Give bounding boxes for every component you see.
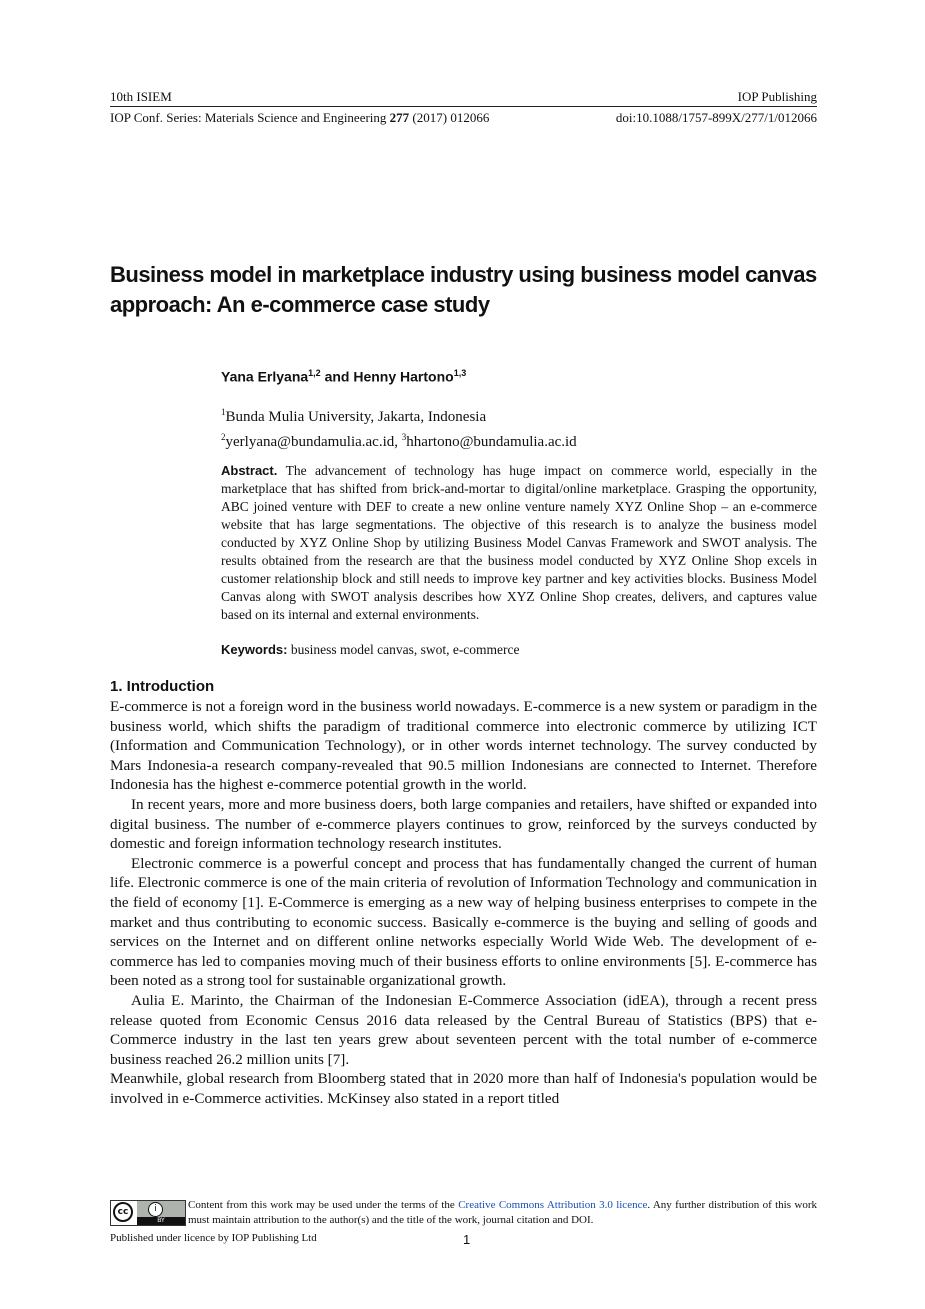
series-suffix: (2017) 012066 [409, 110, 490, 125]
abstract-label: Abstract. [221, 463, 278, 478]
published-under: Published under licence by IOP Publishing Ltd [110, 1232, 317, 1244]
affiliation-line [221, 402, 577, 427]
keywords [221, 641, 817, 659]
series-prefix: IOP Conf. Series: Materials Science and Engineering [110, 110, 390, 125]
paper-title: Business model in marketplace industry using business model canvas approach: An e-commerce case study [110, 262, 817, 317]
institution: Bunda Mulia University, Jakarta, Indonesia [225, 409, 487, 425]
affiliation-block [221, 402, 577, 452]
paragraph: E-commerce is not a foreign word in the business world nowadays. E-commerce is a new system or paradigm in the business world, which shifts the paradigm of traditional commerce into electronic commerce by utilizing ICT (Information and Communication Technology), or in other words internet technology. The survey conducted by Mars Indonesia-a research company-revealed that 90.5 million Indonesians are connected to Internet. Therefore Indonesia has the highest e-commerce potential growth in the world. [110, 698, 817, 794]
conference-name: 10th ISIEM [110, 89, 172, 104]
author-joiner: and [320, 368, 354, 385]
abstract [221, 462, 817, 624]
publisher-name: IOP Publishing [737, 89, 817, 104]
email-2[interactable]: hhartono@bundamulia.ac.id [406, 434, 577, 450]
running-header [110, 88, 817, 105]
keywords-label: Keywords: [221, 642, 288, 657]
paragraph: Electronic commerce is a powerful concept and process that has fundamentally changed the current of human life. Electronic commerce is one of the main criteria of revolution of Information Technology and communication in the field of economy [1]. E-Commerce is emerging as a new way of helping business enterprises to compete in the market and thus contributing to economic success. Basically e-commerce is the buying and selling of goods and services on the Internet and on different online networks especially World Wide Web. The development of e-commerce has led to companies moving much of their business efforts to online environments [5]. E-commerce has been noted as a strong tool for sustainable organizational growth. [110, 854, 817, 990]
header-rule [110, 106, 817, 107]
series-line [110, 109, 817, 126]
author-2: Henny Hartono [353, 368, 454, 385]
series-volume: 277 [389, 110, 410, 125]
license-post: . Any further distribution of this work must maintain attribution to the author(s) and the title of the work, journal citation and DOI. [188, 1199, 817, 1226]
author-1-affil: 1,2 [308, 368, 321, 378]
author-2-affil: 1,3 [453, 368, 467, 378]
email-line [221, 427, 577, 452]
author-line [221, 364, 466, 386]
cc-icon: cc [113, 1202, 133, 1222]
keywords-text: business model canvas, swot, e-commerce [287, 642, 520, 657]
email-1[interactable]: yerlyana@bundamulia.ac.id, [225, 434, 402, 450]
page-number: 1 [463, 1232, 471, 1247]
paragraph: In recent years, more and more business doers, both large companies and retailers, have shifted or expanded into digital business. The number of e-commerce players continues to grow, reinforced by the surveys conducted by domestic and foreign information technology research institutes. [110, 795, 817, 853]
license-text [188, 1198, 817, 1228]
paragraph: Aulia E. Marinto, the Chairman of the Indonesian E-Commerce Association (idEA), through a recent press release quoted from Economic Census 2016 data released by the Central Bureau of Statistics (BPS) that e-Commerce industry in the last ten years grew about seventeen percent with the total number of e-commerce business reached 26.2 million units [7]. [110, 991, 817, 1068]
author-1: Yana Erlyana [221, 368, 309, 385]
license-link[interactable]: Creative Commons Attribution 3.0 licence [458, 1199, 648, 1211]
cc-by-badge[interactable] [110, 1200, 186, 1226]
abstract-text: The advancement of technology has huge impact on commerce world, especially in the marketplace that has shifted from brick-and-mortar to digital/online marketplace. Grasping the opportunity, ABC joined venture with DEF to create a new online venture namely XYZ Online Shop – an e-commerce website that has large segmentations. The objective of this research is to analyze the business model conducted by XYZ Online Shop by utilizing Business Model Canvas Framework and SWOT analysis. The results obtained from the research are that the business model conducted by XYZ Online Shop excels in customer relationship block and still needs to improve key partner and key activities blocks. Business Model Canvas along with SWOT analysis describes how XYZ Online Shop creates, delivers, and captures value based on its internal and external environments. [221, 463, 817, 622]
affil-sup-3: 3 [401, 432, 407, 442]
section-heading: 1. Introduction [110, 678, 215, 695]
affil-sup-2: 2 [221, 432, 226, 442]
section-body [110, 697, 817, 1108]
attribution-person-icon: i [148, 1202, 163, 1217]
cc-by-label: BY [137, 1217, 185, 1225]
affil-sup-1: 1 [221, 407, 226, 417]
doi: doi:10.1088/1757-899X/277/1/012066 [615, 110, 817, 125]
license-pre: Content from this work may be used under the terms of the [188, 1199, 459, 1211]
paragraph: Meanwhile, global research from Bloomberg stated that in 2020 more than half of Indonesia's population would be involved in e-Commerce activities. McKinsey also stated in a report titled [110, 1070, 817, 1107]
